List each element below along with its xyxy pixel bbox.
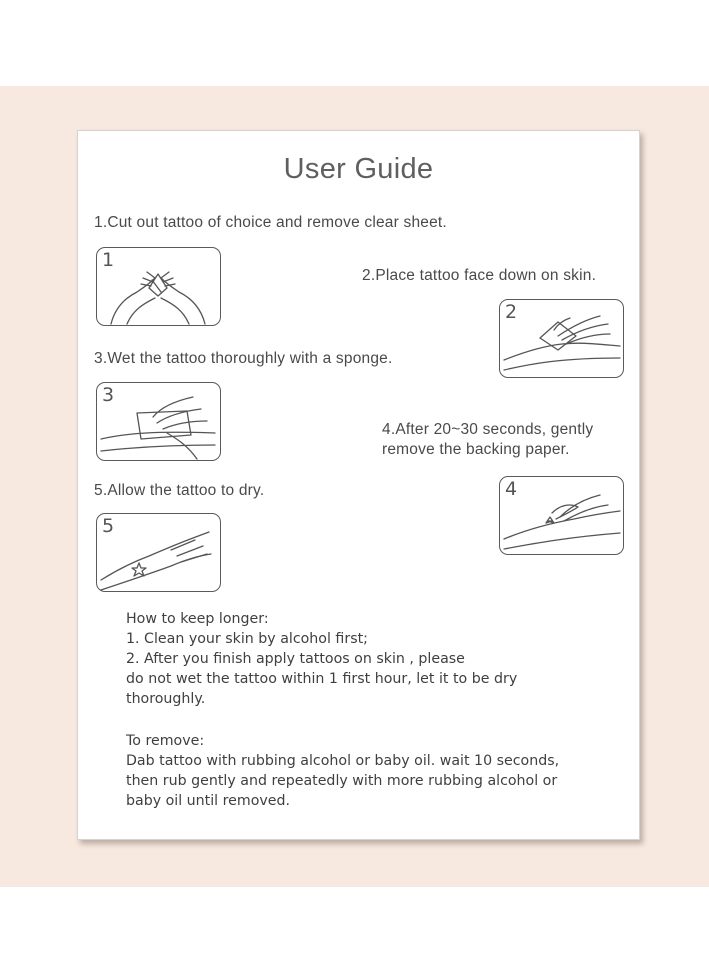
remove-line: Dab tattoo with rubbing alcohol or baby oil. wait 10 seconds, (126, 753, 560, 769)
step-3-illustration (96, 382, 221, 461)
page-title: User Guide (283, 153, 434, 185)
step-5-text: 5.Allow the tattoo to dry. (94, 482, 265, 499)
keep-longer-section (126, 609, 517, 709)
keep-longer-line: do not wet the tattoo within 1 first hour, let it to be dry (126, 671, 518, 687)
step-4-number: 4 (505, 478, 518, 500)
step-1-illustration (96, 247, 221, 326)
keep-longer-line: 2. After you finish apply tattoos on skin , please (126, 651, 465, 667)
hand-placing-tattoo-icon (500, 300, 623, 377)
step-2-illustration (499, 299, 624, 378)
remove-heading: To remove: (126, 733, 205, 749)
hand-peeling-paper-icon (500, 477, 623, 554)
remove-line: then rub gently and repeatedly with more rubbing alcohol or (126, 773, 558, 789)
hand-sponge-icon (97, 383, 220, 460)
keep-longer-heading: How to keep longer: (126, 611, 269, 627)
step-1-number: 1 (102, 249, 115, 271)
step-5-number: 5 (102, 515, 115, 537)
step-4-text-line-1: 4.After 20~30 seconds, gently (382, 421, 594, 438)
step-5-illustration (96, 513, 221, 592)
step-4-text-line-2: remove the backing paper. (382, 441, 570, 458)
hands-cutting-icon (97, 248, 220, 325)
remove-section (126, 731, 559, 811)
step-3-text: 3.Wet the tattoo thoroughly with a sponge. (94, 350, 393, 367)
step-2-text: 2.Place tattoo face down on skin. (362, 267, 597, 284)
hand-with-star-tattoo-icon (97, 514, 220, 591)
keep-longer-line: thoroughly. (126, 691, 206, 707)
user-guide-card (77, 130, 640, 840)
step-4-illustration (499, 476, 624, 555)
step-4-text (382, 420, 593, 460)
remove-line: baby oil until removed. (126, 793, 291, 809)
step-1-text: 1.Cut out tattoo of choice and remove clear sheet. (94, 214, 447, 231)
keep-longer-line: 1. Clean your skin by alcohol first; (126, 631, 368, 647)
step-2-number: 2 (505, 301, 518, 323)
step-3-number: 3 (102, 384, 115, 406)
